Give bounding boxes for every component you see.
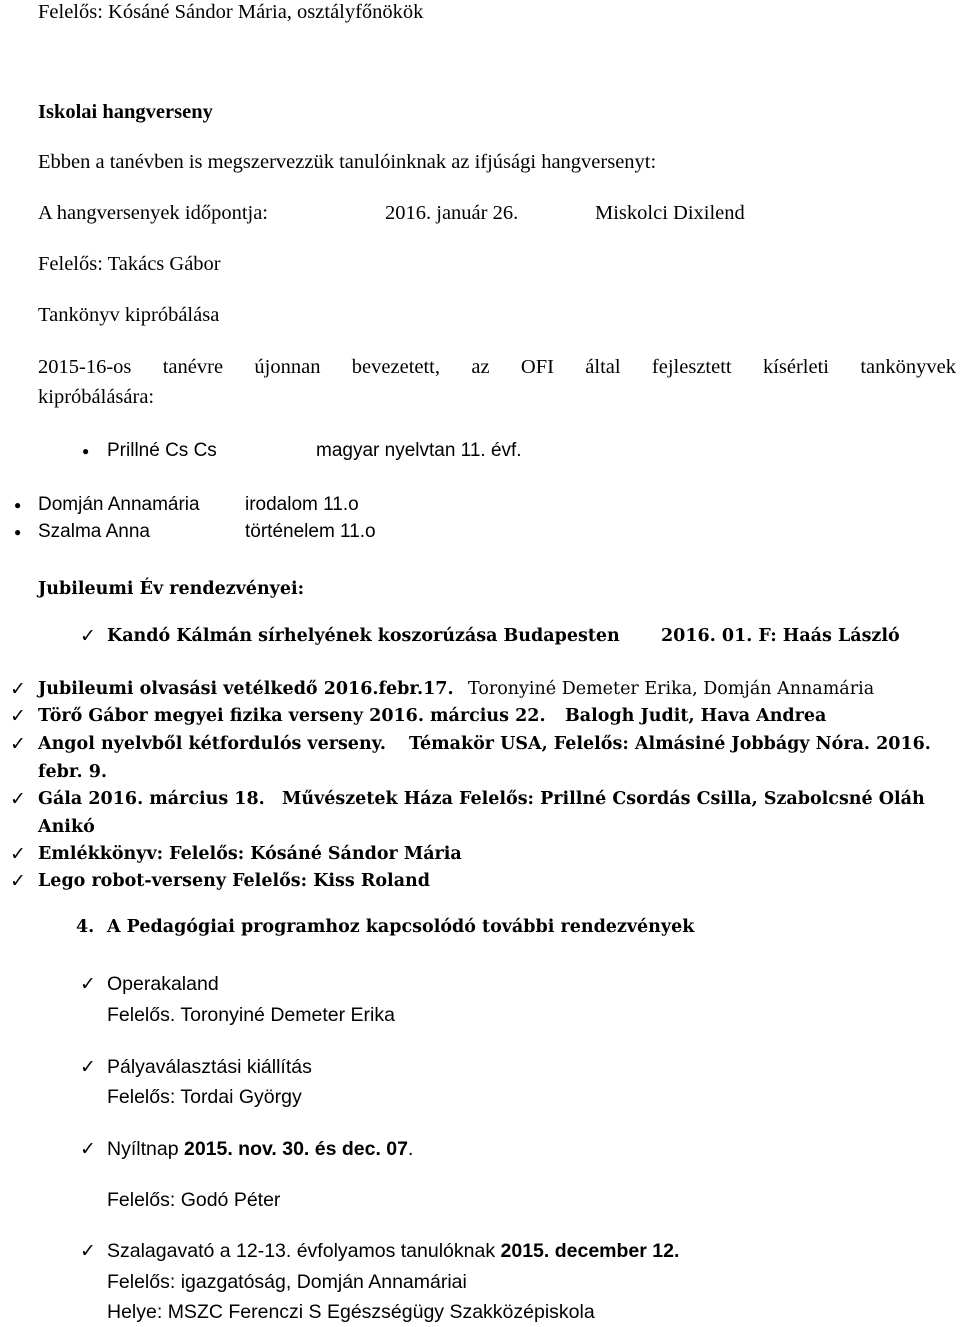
check-icon: ✓ bbox=[80, 1056, 96, 1078]
textbook-paragraph-line2: kipróbálására: bbox=[38, 386, 155, 408]
jubilee-item-b: Toronyiné Demeter Erika, Domján Annamária bbox=[468, 679, 875, 699]
subject: irodalom 11.o bbox=[245, 494, 359, 515]
jubilee-item-b: Témakör USA, Felelős: Almásiné Jobbágy Nóra. 2016. bbox=[409, 734, 931, 754]
check-icon: ✓ bbox=[80, 1138, 96, 1160]
teacher-name: Domján Annamária bbox=[38, 494, 200, 515]
jubilee-item-b: Balogh Judit, Hava Andrea bbox=[565, 706, 827, 726]
check-icon: ✓ bbox=[80, 1240, 96, 1262]
subject: történelem 11.o bbox=[245, 521, 376, 542]
check-icon: ✓ bbox=[10, 705, 26, 727]
check-icon: ✓ bbox=[10, 788, 26, 810]
jubilee-item-a: Jubileumi olvasási vetélkedő 2016.febr.17. bbox=[38, 679, 454, 699]
event-title bbox=[107, 1239, 679, 1263]
check-icon: ✓ bbox=[10, 678, 26, 700]
teacher-name: Prillné Cs Cs bbox=[107, 440, 217, 461]
event-title bbox=[107, 1137, 413, 1161]
event-title-suffix: . bbox=[408, 1138, 414, 1160]
concert-responsible: Felelős: Takács Gábor bbox=[38, 253, 221, 275]
section-heading: A Pedagógiai programhoz kapcsolódó további rendezvények bbox=[107, 917, 695, 937]
jubilee-item-a: Angol nyelvből kétfordulós verseny. bbox=[38, 734, 386, 754]
event-responsible: Felelős: Tordai György bbox=[107, 1086, 302, 1108]
check-icon: ✓ bbox=[10, 843, 26, 865]
jubilee-item-b: 2016. 01. F: Haás László bbox=[661, 626, 900, 646]
event-title: Pályaválasztási kiállítás bbox=[107, 1056, 312, 1078]
concert-date-label: A hangversenyek időpontja: bbox=[38, 202, 269, 224]
event-responsible: Felelős. Toronyiné Demeter Erika bbox=[107, 1004, 395, 1026]
event-date: 2015. december 12. bbox=[500, 1240, 680, 1262]
event-responsible: Felelős: igazgatóság, Domján Annamáriai bbox=[107, 1271, 467, 1293]
jubilee-item-a: Emlékkönyv: Felelős: Kósáné Sándor Mária bbox=[38, 844, 462, 864]
jubilee-item-a: Gála 2016. március 18. bbox=[38, 789, 265, 809]
event-place: Helye: MSZC Ferenczi S Egészségügy Szakközépiskola bbox=[107, 1301, 595, 1323]
jubilee-item-a: Törő Gábor megyei fizika verseny 2016. március 22. bbox=[38, 706, 546, 726]
textbook-paragraph-line1: 2015-16-os tanévre újonnan bevezetett, az OFI által fejlesztett kísérleti tankönyvek bbox=[38, 356, 956, 378]
jubilee-item-a: Kandó Kálmán sírhelyének koszorúzása Budapesten bbox=[107, 626, 620, 646]
responsible-line: Felelős: Kósáné Sándor Mária, osztályfőnökök bbox=[38, 1, 424, 23]
textbook-heading: Tankönyv kipróbálása bbox=[38, 304, 220, 326]
event-title-prefix: Szalagavató a 12-13. évfolyamos tanulóknak bbox=[107, 1240, 496, 1262]
check-icon: ✓ bbox=[80, 973, 96, 995]
jubilee-item-b: Művészetek Háza Felelős: Prillné Csordás Csilla, Szabolcsné Oláh bbox=[282, 789, 925, 809]
bullet-icon: ● bbox=[14, 525, 22, 539]
event-dates: 2015. nov. 30. és dec. 07 bbox=[183, 1138, 408, 1160]
event-title: Operakaland bbox=[107, 973, 219, 995]
jubilee-item-c: febr. 9. bbox=[38, 762, 107, 782]
concert-intro: Ebben a tanévben is megszervezzük tanulóinknak az ifjúsági hangversenyt: bbox=[38, 151, 657, 173]
bullet-icon: ● bbox=[82, 444, 90, 458]
check-icon: ✓ bbox=[80, 625, 96, 647]
check-icon: ✓ bbox=[10, 870, 26, 892]
bullet-icon: ● bbox=[14, 498, 22, 512]
concert-venue: Miskolci Dixilend bbox=[595, 202, 745, 224]
jubilee-item-a: Lego robot-verseny Felelős: Kiss Roland bbox=[38, 871, 431, 891]
section-number: 4. bbox=[76, 917, 95, 937]
teacher-name: Szalma Anna bbox=[38, 521, 150, 542]
jubilee-heading: Jubileumi Év rendezvényei: bbox=[38, 579, 305, 599]
jubilee-item-c: Anikó bbox=[38, 817, 95, 837]
concert-heading: Iskolai hangverseny bbox=[38, 101, 213, 123]
concert-date: 2016. január 26. bbox=[385, 202, 519, 224]
check-icon: ✓ bbox=[10, 733, 26, 755]
event-responsible: Felelős: Godó Péter bbox=[107, 1189, 281, 1211]
event-title-prefix: Nyíltnap bbox=[107, 1138, 179, 1160]
subject: magyar nyelvtan 11. évf. bbox=[316, 440, 522, 461]
